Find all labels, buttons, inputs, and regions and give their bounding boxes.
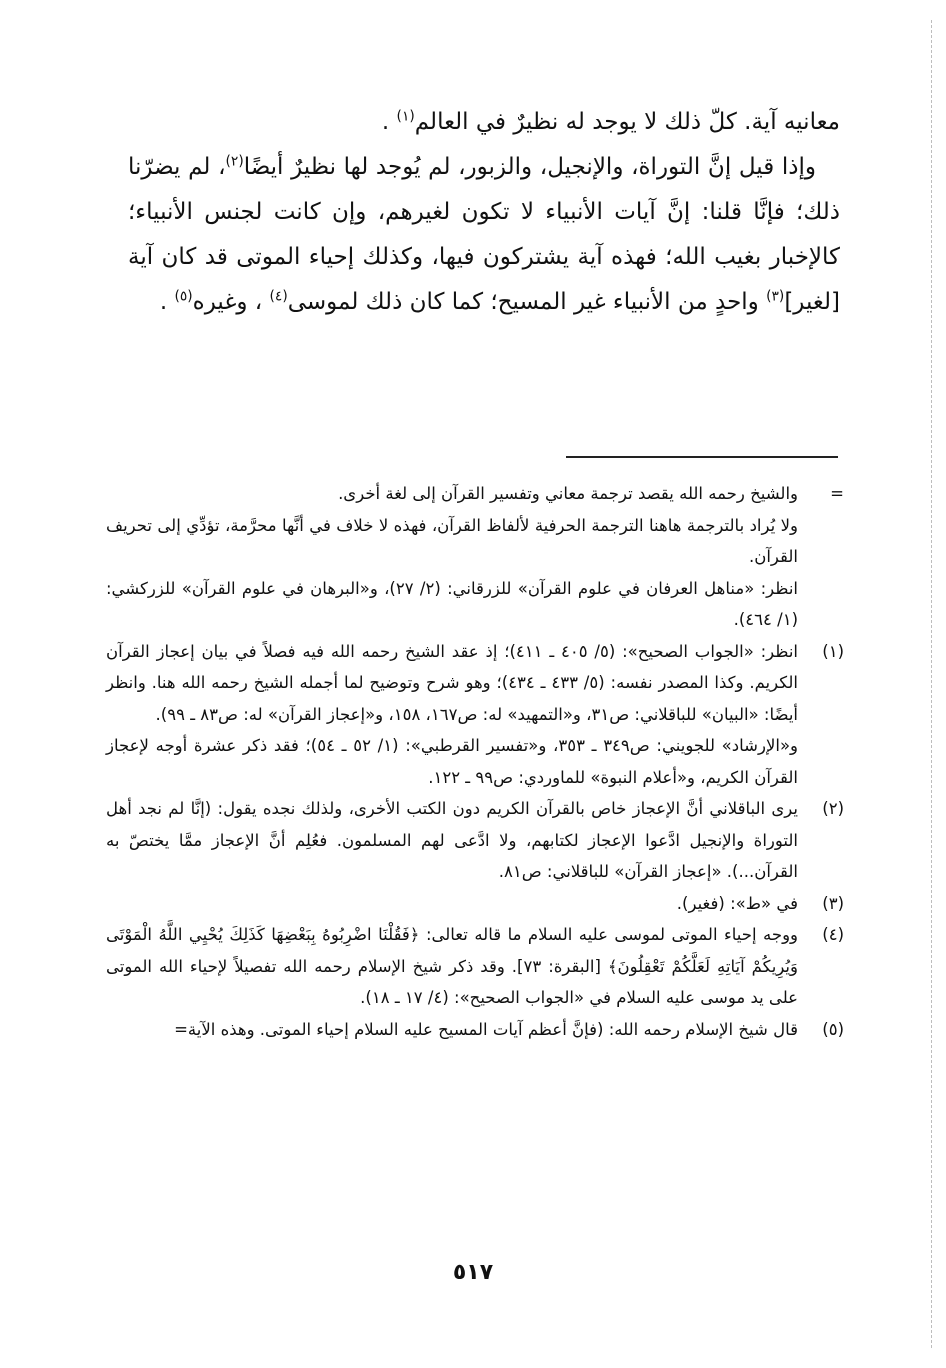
footnote-ref: (٣) xyxy=(766,288,785,305)
footnote-ref: (٤) xyxy=(269,288,288,305)
footnote-text: انظر: «الجواب الصحيح»: (٥/ ٤٠٥ ـ ٤١١)؛ إذ عقد الشيخ رحمه الله فيه فصلاً في بيان إعجاز القرآن الكريم. وكذا المصدر نفسه: (٥/ ٤٣٣ ـ ٤٣٤)؛ وهو شرح وتوضيح لما أجمله الشيخ رحمه الله هنا. وانظر أيضًا: «البيان» للباقلاني: ص٣١، و«التمهيد» له: ص١٦٧، ١٥٨، و«إعجاز القرآن» له: ص٨٣ ـ ٩٩). xyxy=(106,641,798,724)
punctuation: . xyxy=(159,289,168,315)
footnote-number: (٥) xyxy=(822,1019,844,1039)
footnote-text: انظر: «مناهل العرفان في علوم القرآن» للزرقاني: (٢/ ٢٧)، و«البرهان في علوم القرآن» للزركشي: (١/ ٤٦٤). xyxy=(106,578,798,629)
punctuation: . xyxy=(381,109,390,135)
footnote-number: (١) xyxy=(822,641,844,661)
scan-edge-mark xyxy=(931,20,932,1348)
main-text-segment: واحدٍ من الأنبياء غير المسيح؛ كما كان ذلك لموسى xyxy=(287,289,767,315)
footnote-number: (٢) xyxy=(822,799,844,818)
footnote-text: والشيخ رحمه الله يقصد ترجمة معاني وتفسير القرآن إلى لغة أخرى. xyxy=(338,484,798,503)
footnote-body xyxy=(106,919,798,1014)
footnote-3 xyxy=(106,888,844,920)
continuation-mark: = xyxy=(830,484,844,503)
footnote-text: يرى الباقلاني أنَّ الإعجاز خاص بالقرآن الكريم دون الكتب الأخرى، ولذلك نجده يقول: (إنَّا لم نجد أهل التوراة والإنجيل ادَّعوا الإعجاز لكتابهم، ولا ادَّعى لهم المسلمون. فعُلِم أنَّ الإعجاز ممَّا يختصّ به القرآن...). «إعجاز القرآن» للباقلاني: ص٨١. xyxy=(106,799,798,881)
main-text-segment: وإذا قيل إنَّ التوراة، والإنجيل، والزبور، لم يُوجد لها نظيرٌ أيضًا xyxy=(243,154,816,180)
footnote-number: (٤) xyxy=(822,925,844,944)
footnote-1 xyxy=(106,636,844,794)
footnote-continuation xyxy=(106,478,844,636)
footnote-text: و«الإرشاد» للجويني: ص٣٤٩ ـ ٣٥٣، و«تفسير القرطبي»: (١/ ٥٢ ـ ٥٤)؛ فقد ذكر عشرة أوجه لإعجاز القرآن الكريم، و«أعلام النبوة» للماوردي: ص٩٩ ـ ١٢٢. xyxy=(106,736,799,787)
footnote-separator xyxy=(566,456,838,458)
main-text-segment: ، لم يضرّنا ذلك؛ فإنَّا قلنا: إنَّ آيات الأنبياء لا تكون لغيرهم، وإن كانت لجنس الأنبياء؛ كالإخبار بغيب الله؛ فهذه آية يشتركون فيها، وكذلك إحياء الموتى قد كان آية [لغير] xyxy=(128,154,840,315)
main-text xyxy=(128,100,840,325)
footnote-number: (٣) xyxy=(822,893,844,913)
footnote-body xyxy=(106,888,798,920)
footnote-ref: (٢) xyxy=(225,153,244,170)
footnote-text: في «ط»: (فغير). xyxy=(676,893,798,913)
main-paragraph-2 xyxy=(128,145,840,325)
main-text-segment: ، وغيره xyxy=(192,289,263,315)
footnote-body xyxy=(106,1014,798,1046)
page-number: ٥١٧ xyxy=(452,1260,494,1285)
footnote-ref: (٥) xyxy=(174,288,193,305)
footnote-body xyxy=(106,636,798,794)
footnote-4 xyxy=(106,919,844,1014)
main-text-line: معانيه آية. كلّ ذلك لا يوجد له نظيرٌ في العالم xyxy=(414,109,840,135)
footnote-text: ووجه إحياء الموتى لموسى عليه السلام ما قاله تعالى: ﴿فَقُلْنَا اضْرِبُوهُ بِبَعْضِهَا كَذَلِكَ يُحْيِي اللَّهُ الْمَوْتَى وَيُرِيكُمْ آيَاتِهِ لَعَلَّكُمْ تَعْقِلُونَ﴾ [البقرة: ٧٣]. وقد ذكر شيخ الإسلام رحمه الله تفصيلاً لإحياء الله الموتى على يد موسى عليه السلام في «الجواب الصحيح»: (٤/ ١٧ ـ ١٨). xyxy=(106,925,798,1007)
footnote-2 xyxy=(106,793,844,888)
main-paragraph-1 xyxy=(128,100,840,145)
footnotes xyxy=(106,478,844,1045)
footnote-5 xyxy=(106,1014,844,1046)
footnote-body xyxy=(106,793,798,888)
footnote-text: ولا يُراد بالترجمة هاهنا الترجمة الحرفية لألفاظ القرآن، فهذه لا خلاف في أنَّها محرَّمة، تؤدِّي إلى تحريف القرآن. xyxy=(106,515,798,566)
footnote-ref: (١) xyxy=(396,108,415,125)
footnote-text: قال شيخ الإسلام رحمه الله: (فإنَّ أعظم آيات المسيح عليه السلام إحياء الموتى. وهذه الآية= xyxy=(174,1019,798,1039)
footnote-body xyxy=(106,478,798,636)
